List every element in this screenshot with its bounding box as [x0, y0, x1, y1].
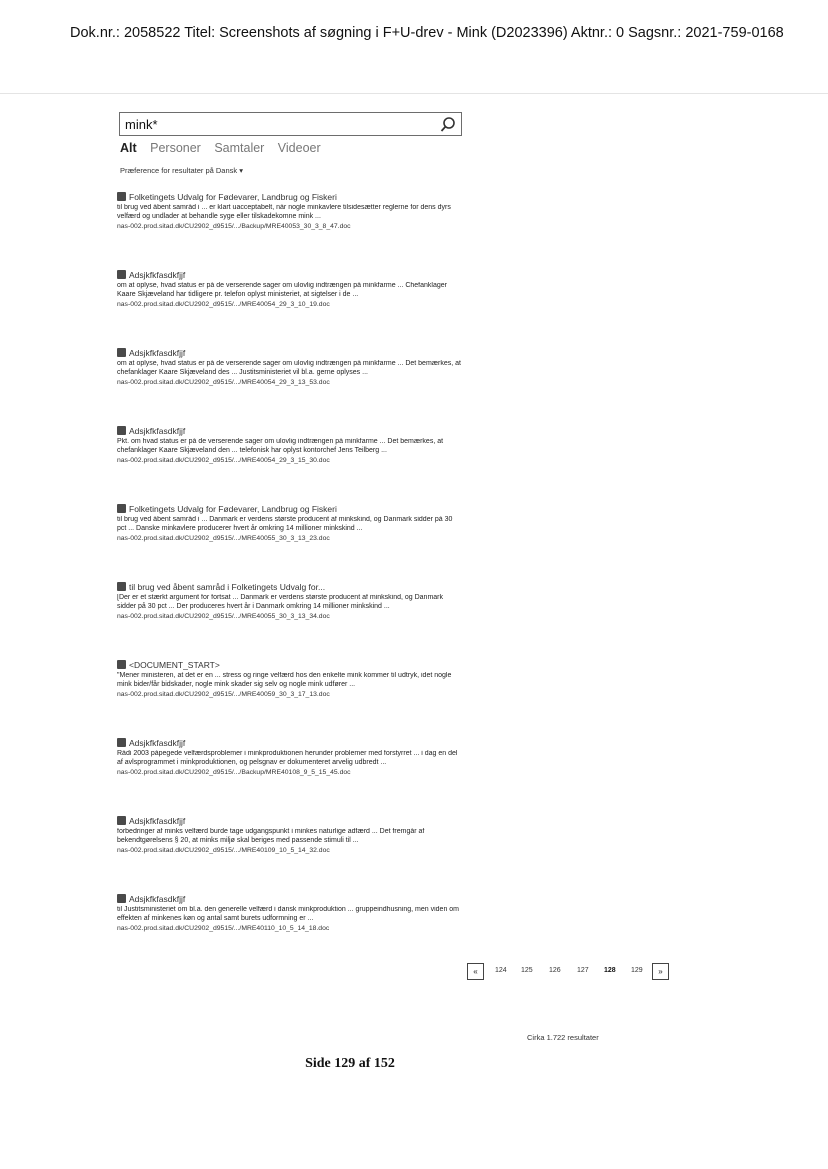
word-doc-icon	[117, 816, 126, 825]
result-url[interactable]: nas-002.prod.sitad.dk/CU2902_d9515/.../MRE40054_29_3_13_53.doc	[117, 379, 330, 387]
search-icon[interactable]	[439, 116, 457, 134]
result-snippet: til Justitsministeriet om bl.a. den generelle velfærd i dansk minkproduktion ... gruppeindhusning, men viden om effekten af minkenes køn og antal samt burets udformning er ...	[117, 906, 460, 922]
search-result	[117, 738, 462, 816]
result-url[interactable]: nas-002.prod.sitad.dk/CU2902_d9515/.../Backup/MRE40108_9_5_15_45.doc	[117, 769, 351, 777]
result-snippet: forbedringer af minks velfærd burde tage udgangspunkt i minkes naturlige adfærd ... Det fremgår af bekendtgørelsens § 20, at minks miljø skal beriges med passende stimuli til ...	[117, 828, 425, 844]
search-result	[117, 504, 462, 582]
result-title[interactable]: Adsjkfkfasdkfjjf	[117, 816, 462, 827]
result-title[interactable]: Adsjkfkfasdkfjjf	[117, 894, 462, 905]
result-title[interactable]: Folketingets Udvalg for Fødevarer, Landbrug og Fiskeri	[117, 192, 462, 203]
word-doc-icon	[117, 348, 126, 357]
tab-videos[interactable]: Videoer	[277, 141, 321, 155]
document-header: Dok.nr.: 2058522 Titel: Screenshots af søgning i F+U-drev - Mink (D2023396) Aktnr.: 0 Sagsnr.: 2021-759-0168	[70, 25, 784, 41]
result-snippet: Pkt. om hvad status er på de verserende sager om ulovlig indtrængen på minkfarme ... Det bemærkes, at chefanklager Kaare Skjæveland den ... telefonisk har oplyst kontorchef Jens Teilberg ...	[117, 438, 444, 454]
result-title[interactable]: Adsjkfkfasdkfjjf	[117, 270, 462, 281]
search-input[interactable]	[125, 115, 425, 133]
result-snippet: Rådi 2003 påpegede velfærdsproblemer i minkproduktionen herunder problemer med forstyrret ... i dag en del af avlsprogrammet i minkproduktionen, og pelsgnav er dokumenteret arvelig udbredt ...	[117, 750, 458, 766]
page-link-127[interactable]: 127	[577, 967, 589, 974]
result-url[interactable]: nas-002.prod.sitad.dk/CU2902_d9515/.../Backup/MRE40053_30_3_8_47.doc	[117, 223, 351, 231]
result-snippet: til brug ved åbent samråd i ... Danmark er verdens største producent af minkskind, og Danmark sidder på 30 pct ... Danske minkavlere producerer hvert år omkring 14 millioner minkskind ...	[117, 516, 453, 532]
search-result	[117, 894, 462, 972]
result-title[interactable]: Adsjkfkfasdkfjjf	[117, 738, 462, 749]
result-url[interactable]: nas-002.prod.sitad.dk/CU2902_d9515/.../MRE40055_30_3_13_23.doc	[117, 535, 330, 543]
search-result	[117, 660, 462, 738]
result-title[interactable]: Adsjkfkfasdkfjjf	[117, 348, 462, 359]
tab-people[interactable]: Personer	[150, 141, 201, 155]
word-doc-icon	[117, 738, 126, 747]
result-snippet: om at oplyse, hvad status er på de verserende sager om ulovlig indtrængen på minkfarme ... Chefanklager Kaare Skjæveland har tidligere pr. telefon oplyst ministeriet, at sigtelser i de ...	[117, 282, 447, 298]
result-snippet: [Der er et stærkt argument for fortsat ... Danmark er verdens største producent af minkskind, og Danmark sidder på 30 pct ... Der produceres hvert år i Danmark omkring 14 millioner minkskind ...	[117, 594, 444, 610]
search-result	[117, 582, 462, 660]
result-url[interactable]: nas-002.prod.sitad.dk/CU2902_d9515/.../MRE40109_10_5_14_32.doc	[117, 847, 330, 855]
header-divider	[0, 93, 828, 94]
word-doc-icon	[117, 660, 126, 669]
tab-all[interactable]: Alt	[120, 141, 137, 155]
page-link-124[interactable]: 124	[495, 967, 507, 974]
word-doc-icon	[117, 270, 126, 279]
result-snippet: "Mener ministeren, at det er en ... stress og ringe velfærd hos den enkelte mink kommer til udtryk, idet nogle mink bider/får bidskader, nogle mink skader sig selv og nogle mink udfører ...	[117, 672, 452, 688]
result-url[interactable]: nas-002.prod.sitad.dk/CU2902_d9515/.../MRE40110_10_5_14_18.doc	[117, 925, 330, 933]
search-results	[117, 192, 462, 972]
next-page-button[interactable]: »	[652, 963, 669, 980]
search-result	[117, 348, 462, 426]
result-title[interactable]: til brug ved åbent samråd i Folketingets Udvalg for...	[117, 582, 462, 593]
tab-conversations[interactable]: Samtaler	[214, 141, 265, 155]
word-doc-icon	[117, 894, 126, 903]
result-snippet: til brug ved åbent samråd i ... er klart uacceptabelt, når nogle minkavlere tilsidesætter reglerne for dens dyrs velfærd og undlader at behandle syge eller tilskadekomne mink ...	[117, 204, 451, 220]
prev-page-button[interactable]: «	[467, 963, 484, 980]
search-tabs	[120, 139, 330, 157]
search-result	[117, 816, 462, 894]
result-url[interactable]: nas-002.prod.sitad.dk/CU2902_d9515/.../MRE40059_30_3_17_13.doc	[117, 691, 330, 699]
result-title[interactable]: Folketingets Udvalg for Fødevarer, Landbrug og Fiskeri	[117, 504, 462, 515]
page-footer: Side 129 af 152	[305, 1056, 395, 1071]
result-title[interactable]: Adsjkfkfasdkfjjf	[117, 426, 462, 437]
result-url[interactable]: nas-002.prod.sitad.dk/CU2902_d9515/.../MRE40054_29_3_10_19.doc	[117, 301, 330, 309]
search-result	[117, 270, 462, 348]
result-snippet: om at oplyse, hvad status er på de verserende sager om ulovlig indtrængen på minkfarme ... Det bemærkes, at chefanklager Kaare Skjæveland des ... Justitsministeriet vil bl.a. gerne oplyses ...	[117, 360, 461, 376]
word-doc-icon	[117, 504, 126, 513]
page-link-125[interactable]: 125	[521, 967, 533, 974]
page-link-128-current[interactable]: 128	[604, 967, 616, 974]
search-result	[117, 192, 462, 270]
search-box[interactable]	[119, 112, 462, 136]
word-doc-icon	[117, 582, 126, 591]
search-result	[117, 426, 462, 504]
result-title[interactable]: <DOCUMENT_START>	[117, 660, 462, 671]
word-doc-icon	[117, 426, 126, 435]
result-count: Cirka 1.722 resultater	[527, 1033, 599, 1042]
word-doc-icon	[117, 192, 126, 201]
page-link-129[interactable]: 129	[631, 967, 643, 974]
result-url[interactable]: nas-002.prod.sitad.dk/CU2902_d9515/.../MRE40054_29_3_15_30.doc	[117, 457, 330, 465]
page-link-126[interactable]: 126	[549, 967, 561, 974]
language-preference[interactable]: Præference for resultater på Dansk ▾	[120, 166, 243, 175]
result-url[interactable]: nas-002.prod.sitad.dk/CU2902_d9515/.../MRE40055_30_3_13_34.doc	[117, 613, 330, 621]
